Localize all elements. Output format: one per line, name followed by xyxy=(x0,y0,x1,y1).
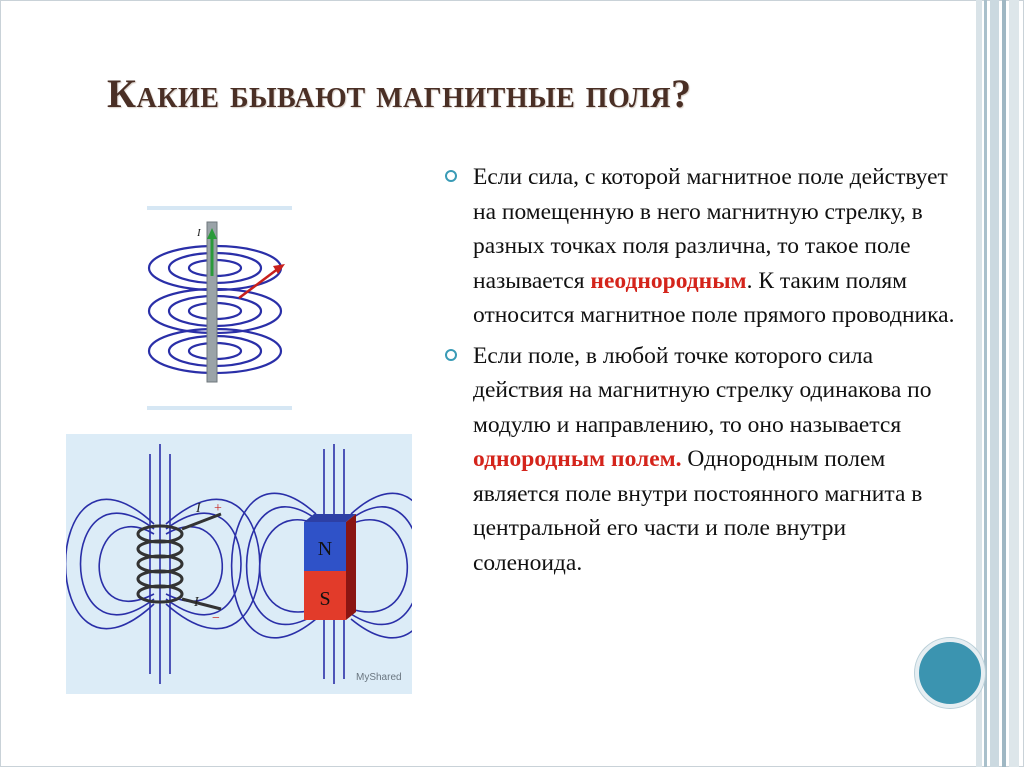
bullet-1-highlight: неоднородным xyxy=(590,267,747,294)
bullet-1-text-b: . К таким полям относится магнитное поле прямого проводника. xyxy=(473,267,955,328)
bullet-item-2 xyxy=(445,339,955,581)
bullet-circle-icon xyxy=(445,170,457,182)
watermark: MyShared xyxy=(356,672,402,683)
coil-current-label-top: I xyxy=(196,501,201,516)
coil-current-label-bottom: I xyxy=(194,595,199,610)
bullet-2-text-b: Однородным полем является поле внутри постоянного магнита в центральной его части и поле внутри соленоида. xyxy=(473,446,923,576)
coil-minus-label: − xyxy=(212,611,220,626)
bullet-item-1 xyxy=(445,160,955,333)
decorative-circle xyxy=(915,638,985,708)
bullet-list xyxy=(445,160,955,586)
wire-current-label: I xyxy=(197,227,201,239)
bullet-2-text-a: Если поле, в любой точке которого сила действия на магнитную стрелку одинакова по модулю и направлению, то оно называется xyxy=(473,342,932,438)
decorative-side-bars xyxy=(976,0,1024,767)
straight-wire-field-figure xyxy=(147,206,292,410)
bullet-2-highlight: однородным полем. xyxy=(473,446,682,472)
coil-and-magnet-field-figure xyxy=(66,434,412,694)
magnet-north-label: N xyxy=(317,538,333,560)
bullet-1-text-a: Если сила, с которой магнитное поле действует на помещенную в него магнитную стрелку, в разных точках поля различна, то такое поле называется xyxy=(473,164,948,294)
slide-title: Какие бывают магнитные поля? xyxy=(107,71,692,116)
magnet-south-label: S xyxy=(319,588,331,610)
bullet-circle-icon xyxy=(445,349,457,361)
coil-plus-label: + xyxy=(214,501,222,516)
